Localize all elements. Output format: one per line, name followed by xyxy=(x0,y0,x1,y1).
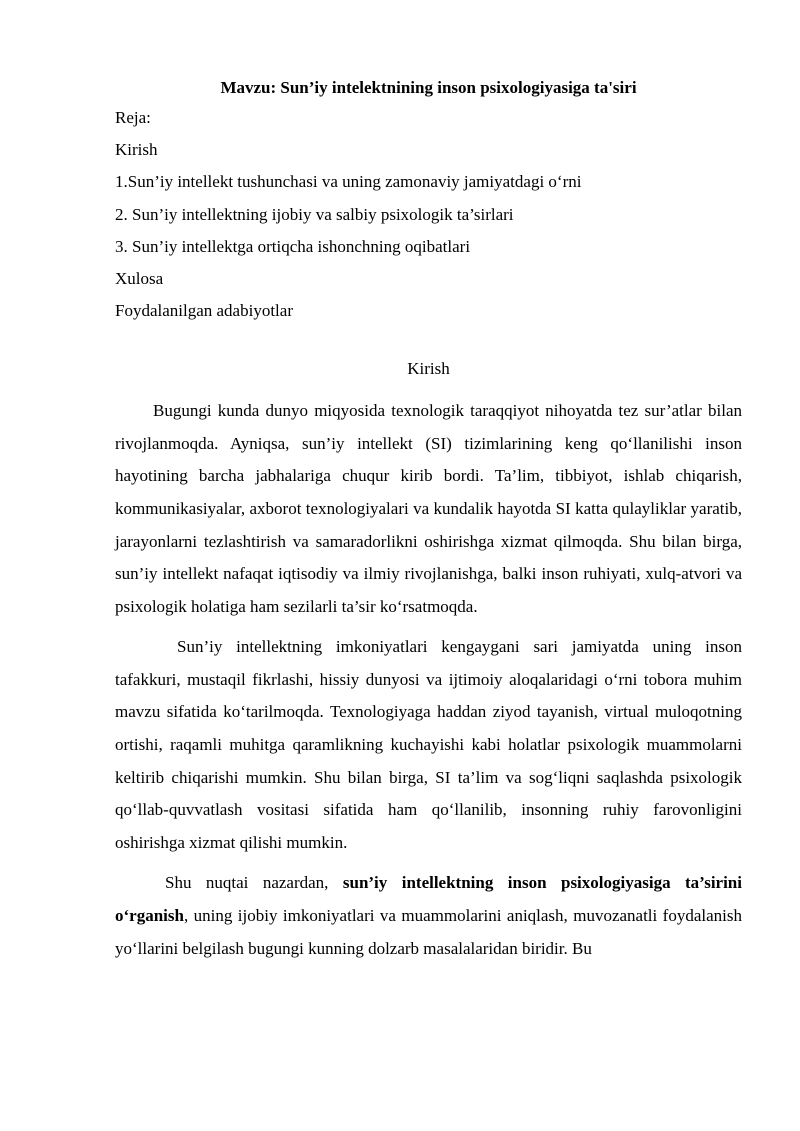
plan-item: 2. Sun’iy intellektning ijobiy va salbiy psixologik ta’sirlari xyxy=(115,204,514,224)
document-title: Mavzu: Sun’iy intelektnining inson psixologiyasiga ta'siri xyxy=(220,78,637,97)
paragraph-third xyxy=(115,867,742,965)
paragraph-third-bold: sun’iy intellektning inson psixologiyasiga ta’sirini o‘rganish xyxy=(115,873,742,926)
plan-item: Foydalanilgan adabiyotlar xyxy=(115,301,293,321)
plan-section xyxy=(115,106,742,323)
paragraph-third-lead: Shu nuqtai nazardan, xyxy=(165,873,343,893)
document-page xyxy=(115,70,742,965)
plan-heading: Reja: xyxy=(115,108,151,127)
section-heading: Kirish xyxy=(407,359,450,379)
paragraph-intro: Bugungi kunda dunyo miqyosida texnologik taraqqiyot nihoyatda tez sur’atlar bilan rivojlanmoqda. Ayniqsa, sun’iy intellekt (SI) tizimlarining keng qo‘llanilishi inson hayotining barcha jabhalariga chuqur kirib bordi. Ta’lim, tibbiyot, ishlab chiqarish, kommunikasiyalar, axborot texnologiyalari va kundalik hayotda SI katta qulayliklar yaratib, jarayonlarni tezlashtirish va samaradorlikni oshirishga xizmat qilmoqda. Shu bilan birga, sun’iy intellekt nafaqat iqtisodiy va ilmiy rivojlanishga, balki inson ruhiyati, xulq-atvori va psixologik holatiga ham sezilarli ta’sir ko‘rsatmoqda. xyxy=(115,401,742,616)
paragraph-third-tail: , uning ijobiy imkoniyatlari va muammolarini aniqlash, muvozanatli foydalanish yo‘llarini belgilash bugungi kunning dolzarb masalalaridan biridir. Bu xyxy=(115,906,742,958)
plan-item: 3. Sun’iy intellektga ortiqcha ishonchning oqibatlari xyxy=(115,236,471,256)
paragraph-second: Sun’iy intellektning imkoniyatlari kengaygani sari jamiyatda uning inson tafakkuri, mustaqil fikrlashi, hissiy dunyosi va ijtimoiy aloqalaridagi o‘rni tobora muhim mavzu sifatida ko‘tarilmoqda. Texnologiyaga haddan ziyod tayanish, virtual muloqotning ortishi, raqamli muhitga qaramlikning kuchayishi kabi holatlar psixologik muammolarni keltirib chiqarishi mumkin. Shu bilan birga, SI ta’lim va sog‘liqni saqlashda psixologik qo‘llab-quvvatlash vositasi sifatida ham qo‘llanilib, insonning ruhiy farovonligini oshirishga xizmat qilishi mumkin. xyxy=(115,637,742,852)
plan-item: Xulosa xyxy=(115,268,164,288)
plan-item: Kirish xyxy=(115,140,158,160)
plan-item: 1.Sun’iy intellekt tushunchasi va uning zamonaviy jamiyatdagi o‘rni xyxy=(115,172,582,192)
